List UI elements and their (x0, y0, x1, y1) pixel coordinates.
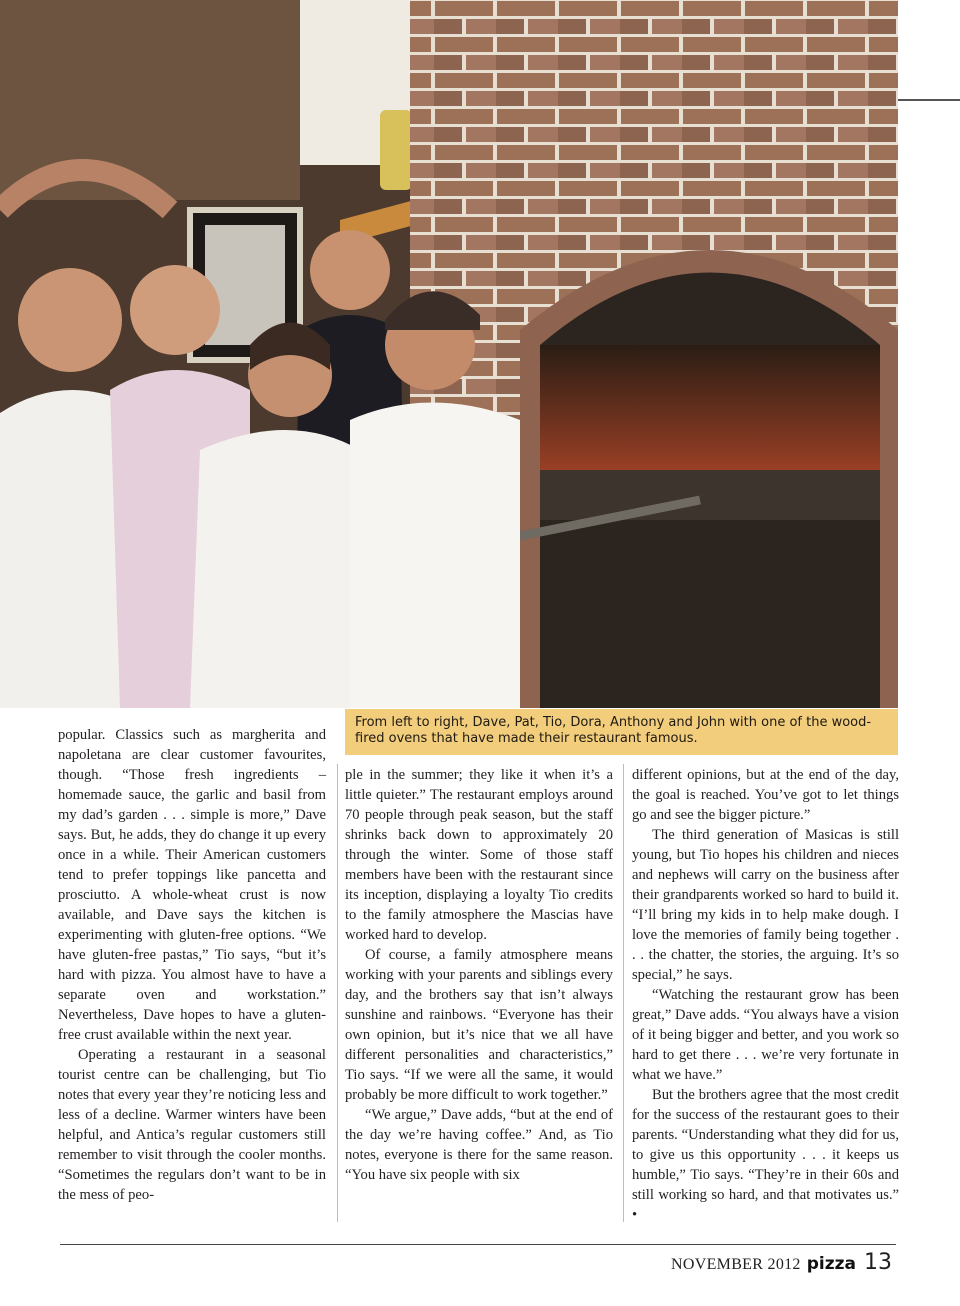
paragraph: “Watching the restaurant grow has been great,” Dave adds. “You always have a vision of it being bigger and better, and you work so hard to get there . . . we’re very fortunate in what we have.” (632, 987, 899, 1083)
issue-date: NOVEMBER 2012 (671, 1256, 801, 1273)
paragraph: But the brothers agree that the most credit for the success of the restaurant goes to their parents. “Understanding what they did for us, to give us this opportunity . . . it keeps us humble,” Tio says. “They’re in their 60s and still working so hard, and that motivates us.” • (632, 1087, 899, 1223)
magazine-name: pizza (806, 1254, 856, 1274)
photo-caption: From left to right, Dave, Pat, Tio, Dora, Anthony and John with one of the wood-fired ovens that have made their restaurant famous. (345, 709, 898, 755)
footer-rule (60, 1244, 896, 1245)
text-column-2 (345, 765, 613, 1185)
page-footer (671, 1250, 892, 1275)
paragraph: popular. Classics such as margherita and napoletana are clear customer favourites, though. “Those fresh ingredients – homemade sauce, the garlic and basil from my dad’s garden . . . simple is more,” Dave says. But, he adds, they do change it up every once in a while. Their American customers tend to prefer toppings like pancetta and prosciutto. A whole-wheat crust is now available, and Dave says the kitchen is experimenting with gluten-free options. “We have gluten-free pastas,” Tio says, “but it’s hard with pizza. You almost have to have a separate oven and workstation.” Nevertheless, Dave hopes to have a gluten-free crust available within the next year. (58, 727, 326, 1043)
text-column-1 (58, 725, 326, 1205)
page-number: 13 (864, 1250, 892, 1275)
paragraph: Operating a restaurant in a seasonal tourist centre can be challenging, but Tio notes that every year they’re noticing less and less of a decline. Warmer winters have been helpful, and Antica’s regular customers still remember to visit through the cooler months. “Sometimes the regulars don’t want to be in the mess of peo- (58, 1047, 326, 1203)
paragraph: Of course, a family atmosphere means working with your parents and siblings every day, and the brothers say that isn’t always sunshine and rainbows. “Everyone has their own opinion, but it’s nice that we all have different personalities and characteristics,” Tio says. “If we were all the same, it would probably be more difficult to work together.” (345, 947, 613, 1103)
paragraph: “We argue,” Dave adds, “but at the end of the day we’re having coffee.” And, as Tio notes, everyone is there for the same reason. “You have six people with six (345, 1107, 613, 1183)
text-column-3 (632, 765, 899, 1225)
paragraph: different opinions, but at the end of the day, the goal is reached. You’ve got to let things go and see the bigger picture.” (632, 767, 899, 823)
column-divider (623, 764, 624, 1222)
paragraph: The third generation of Masicas is still young, but Tio hopes his children and nieces and nephews will carry on the business after their grandparents worked so hard to build it. “I’ll bring my kids in to help make dough. I love the memories of family being together . . . the chatter, the stories, the arguing. It’s so special,” he says. (632, 827, 899, 983)
paragraph: ple in the summer; they like it when it’s a little quieter.” The restaurant employs around 70 people through peak season, but the staff shrinks back down to approximately 20 through the winter. Some of those staff members have been with the restaurant since its inception, displaying a loyalty Tio credits to the family atmosphere the Mascias have worked hard to develop. (345, 767, 613, 943)
column-divider (337, 764, 338, 1222)
top-rule (898, 99, 960, 101)
